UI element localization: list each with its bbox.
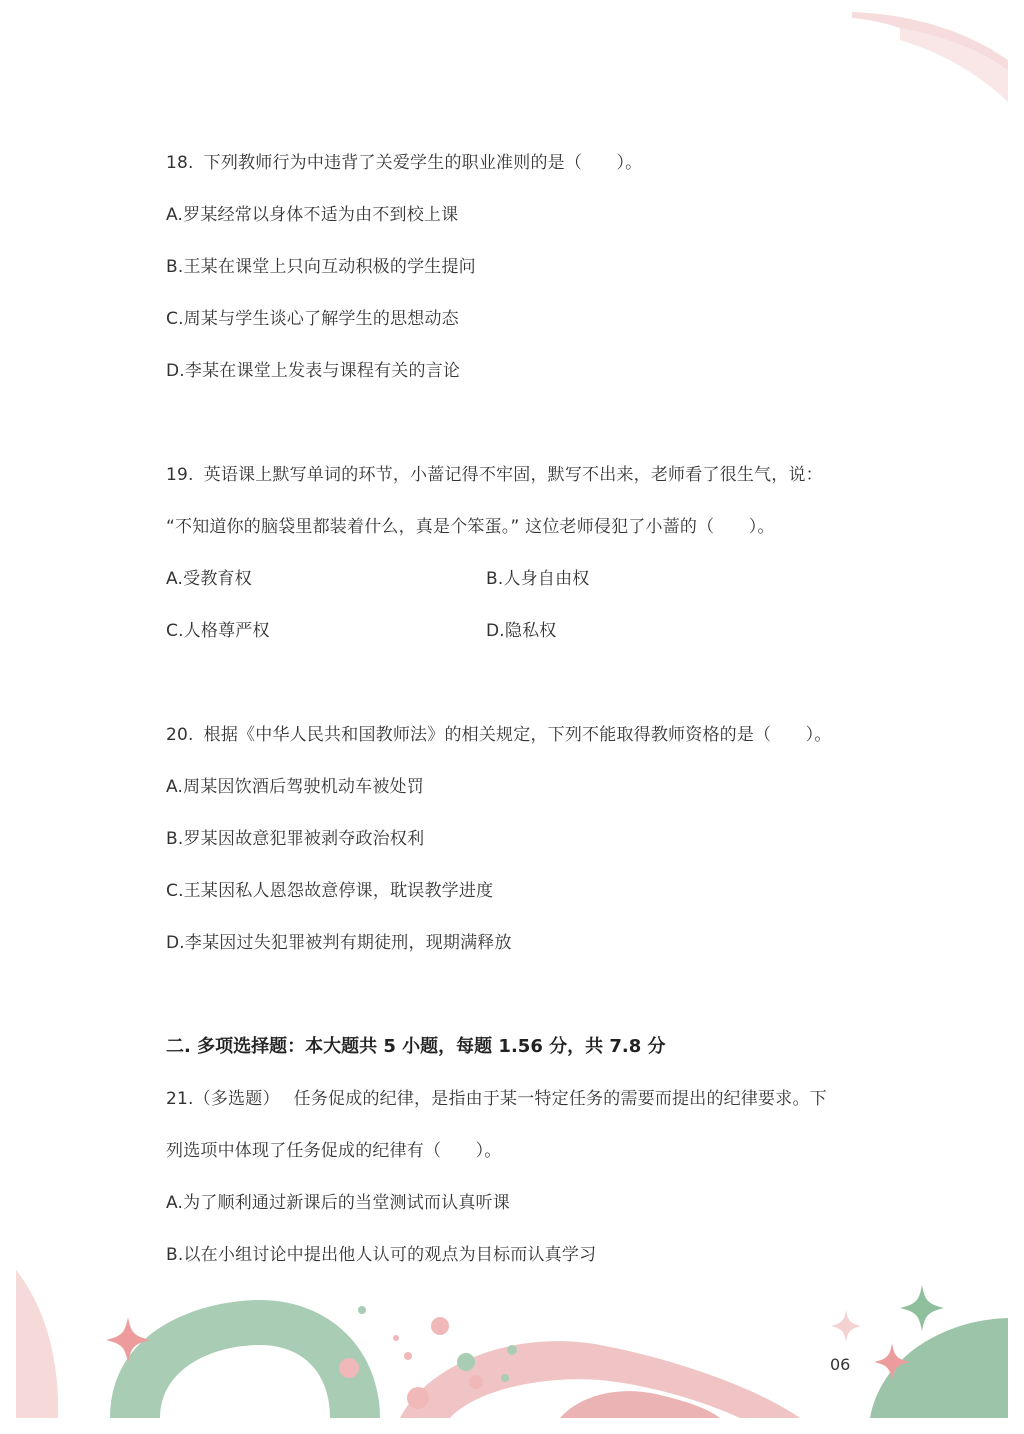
dot	[469, 1375, 483, 1389]
dot	[501, 1374, 509, 1382]
page-number: 06	[830, 1355, 851, 1374]
question-text: 根据《中华人民共和国教师法》的相关规定，下列不能取得教师资格的是（ ）。	[203, 725, 832, 745]
dot	[358, 1306, 366, 1314]
question-number: 19.	[166, 465, 194, 485]
question-20-option-b: B.罗某因故意犯罪被剥夺政治权利	[166, 829, 425, 849]
question-number: 21.	[166, 1089, 194, 1109]
question-18-option-d: D.李某在课堂上发表与课程有关的言论	[166, 361, 461, 381]
question-18-option-c: C.周某与学生谈心了解学生的思想动态	[166, 309, 459, 329]
question-20-stem	[166, 723, 832, 747]
green-rainbow-left	[110, 1300, 380, 1418]
question-19-option-c: C.人格尊严权	[166, 621, 270, 641]
dot	[404, 1352, 412, 1360]
sparkle-green-right	[900, 1285, 944, 1331]
question-number: 18.	[166, 153, 194, 173]
question-19-stem	[166, 463, 823, 487]
question-text: 任务促成的纪律，是指由于某一特定任务的需要而提出的纪律要求。下	[293, 1089, 827, 1109]
question-19-option-a: A.受教育权	[166, 569, 252, 589]
question-20-option-d: D.李某因过失犯罪被判有期徒刑，现期满释放	[166, 933, 512, 953]
question-19-stem-continued: “不知道你的脑袋里都装着什么，真是个笨蛋。” 这位老师侵犯了小蔷的（ ）。	[166, 517, 775, 537]
question-text: 下列教师行为中违背了关爱学生的职业准则的是（ ）。	[203, 153, 643, 173]
question-18-option-b: B.王某在课堂上只向互动积极的学生提问	[166, 257, 476, 277]
dot	[339, 1358, 359, 1378]
dot	[507, 1345, 517, 1355]
section-heading: 二. 多项选择题：本大题共 5 小题，每题 1.56 分，共 7.8 分	[166, 1036, 666, 1057]
dot	[407, 1387, 429, 1409]
question-20-option-a: A.周某因饮酒后驾驶机动车被处罚	[166, 777, 424, 797]
question-19-option-d: D.隐私权	[486, 621, 557, 641]
question-number: 20.	[166, 725, 194, 745]
question-18-stem	[166, 151, 642, 175]
sparkle-light-right	[831, 1310, 861, 1342]
question-21-stem-continued: 列选项中体现了任务促成的纪律有（ ）。	[166, 1141, 502, 1161]
dot	[457, 1353, 475, 1371]
question-type-tag: （多选题）	[193, 1089, 280, 1109]
question-18-option-a: A.罗某经常以身体不适为由不到校上课	[166, 205, 459, 225]
question-20-option-c: C.王某因私人恩怨故意停课，耽误教学进度	[166, 881, 494, 901]
question-21-option-a: A.为了顺利通过新课后的当堂测试而认真听课	[166, 1193, 510, 1213]
question-21-stem	[166, 1087, 827, 1111]
question-text: 英语课上默写单词的环节，小蔷记得不牢固，默写不出来，老师看了很生气，说：	[203, 465, 823, 485]
question-19-option-b: B.人身自由权	[486, 569, 590, 589]
dot	[393, 1335, 399, 1341]
dot	[431, 1317, 449, 1335]
question-21-option-b: B.以在小组讨论中提出他人认可的观点为目标而认真学习	[166, 1245, 597, 1265]
bottom-left-wave	[16, 1270, 58, 1418]
